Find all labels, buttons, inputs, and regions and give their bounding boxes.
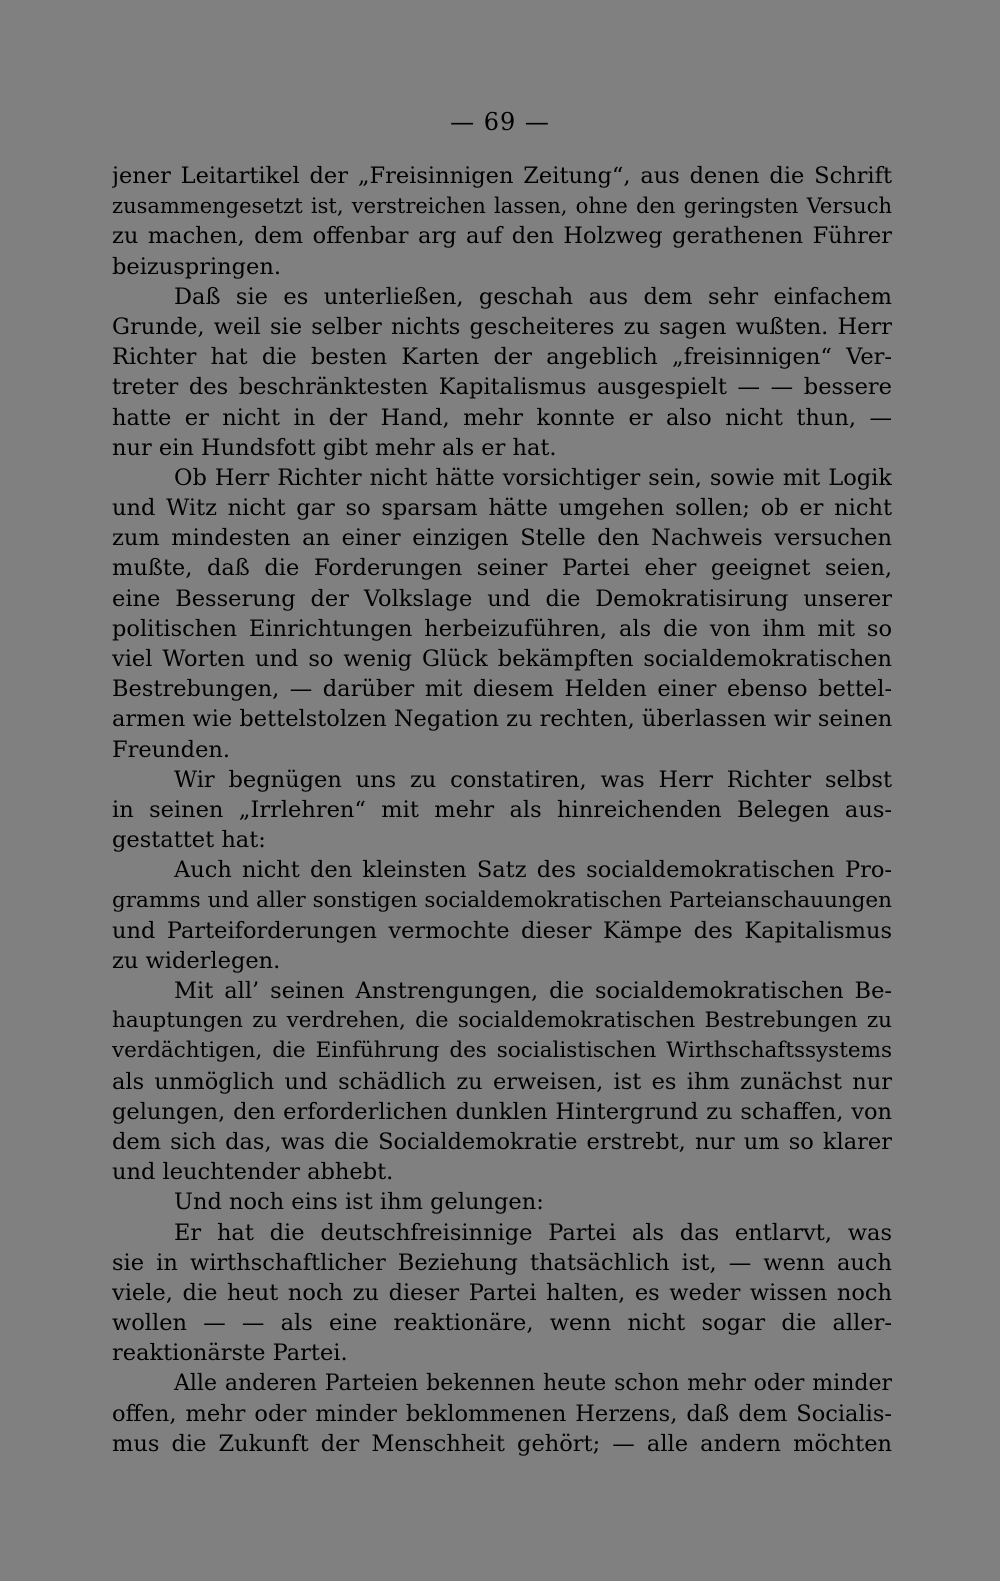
text-line: viele, die heut noch zu dieser Partei halten, es weder wissen noch bbox=[112, 1279, 892, 1306]
text-line: mußte, daß die Forderungen seiner Partei eher geeignet seien, bbox=[112, 555, 892, 582]
text-line: offen, mehr oder minder beklommenen Herzens, daß dem Socialis- bbox=[112, 1400, 892, 1427]
body-text bbox=[112, 161, 892, 1459]
text-line: beizuspringen. bbox=[112, 253, 282, 280]
text-line: politischen Einrichtungen herbeizuführen, als die von ihm mit so bbox=[112, 615, 892, 642]
text-line: Richter hat die besten Karten der angeblich „freisinnigen“ Ver- bbox=[112, 344, 892, 371]
text-line: Grunde, weil sie selber nichts gescheiteres zu sagen wußten. Herr bbox=[112, 313, 892, 340]
text-line: viel Worten und so wenig Glück bekämpften socialdemokratischen bbox=[112, 646, 892, 672]
text-line: nur ein Hundsfott gibt mehr als er hat. bbox=[112, 434, 557, 461]
text-line: Freunden. bbox=[112, 736, 231, 763]
text-line: gramms und aller sonstigen socialdemokratischen Parteianschauungen bbox=[112, 887, 892, 913]
text-line: reaktionärste Partei. bbox=[112, 1340, 348, 1367]
text-line: sie in wirthschaftlicher Beziehung thatsächlich ist, — wenn auch bbox=[112, 1249, 892, 1276]
text-line: gestattet hat: bbox=[112, 827, 266, 854]
text-line: Wir begnügen uns zu constatiren, was Herr Richter selbst bbox=[174, 766, 892, 793]
text-line: hauptungen zu verdrehen, die socialdemokratischen Bestrebungen zu bbox=[112, 1008, 892, 1034]
text-line: gelungen, den erforderlichen dunklen Hintergrund zu schaffen, von bbox=[112, 1098, 892, 1125]
text-line: zu widerlegen. bbox=[112, 947, 281, 974]
text-line: dem sich das, was die Socialdemokratie erstrebt, nur um so klarer bbox=[112, 1129, 892, 1155]
text-line: treter des beschränktesten Kapitalismus ausgespielt — — bessere bbox=[112, 374, 892, 401]
text-line: Daß sie es unterließen, geschah aus dem sehr einfachem bbox=[174, 283, 892, 310]
text-line: zum mindesten an einer einzigen Stelle den Nachweis versuchen bbox=[112, 525, 892, 552]
text-line: wollen — — als eine reaktionäre, wenn nicht sogar die aller- bbox=[112, 1310, 892, 1337]
text-line: jener Leitartikel der „Freisinnigen Zeitung“, aus denen die Schrift bbox=[112, 163, 892, 189]
text-line: armen wie bettelstolzen Negation zu rechten, überlassen wir seinen bbox=[112, 706, 892, 733]
text-line: in seinen „Irrlehren“ mit mehr als hinreichenden Belegen aus- bbox=[112, 796, 892, 823]
page-number: — 69 — bbox=[450, 108, 550, 136]
text-line: und leuchtender abhebt. bbox=[112, 1159, 394, 1186]
text-line: Und noch eins ist ihm gelungen: bbox=[174, 1189, 544, 1216]
text-line: Bestrebungen, — darüber mit diesem Helden einer ebenso bettel- bbox=[112, 676, 892, 703]
text-line: Auch nicht den kleinsten Satz des socialdemokratischen Pro- bbox=[174, 857, 892, 884]
text-line: Mit all’ seinen Anstrengungen, die socialdemokratischen Be- bbox=[174, 978, 892, 1005]
text-line: Alle anderen Parteien bekennen heute schon mehr oder minder bbox=[174, 1370, 892, 1396]
text-line: Er hat die deutschfreisinnige Partei als das entlarvt, was bbox=[174, 1219, 892, 1246]
text-line: als unmöglich und schädlich zu erweisen, ist es ihm zunächst nur bbox=[112, 1068, 892, 1095]
text-line: verdächtigen, die Einführung des socialistischen Wirthschaftssystems bbox=[112, 1038, 892, 1064]
text-line: mus die Zukunft der Menschheit gehört; — alle andern möchten bbox=[112, 1430, 892, 1457]
text-line: hatte er nicht in der Hand, mehr konnte er also nicht thun, — bbox=[112, 404, 892, 431]
text-line: zu machen, dem offenbar arg auf den Holzweg gerathenen Führer bbox=[112, 223, 892, 250]
text-line: und Parteiforderungen vermochte dieser Kämpe des Kapitalismus bbox=[112, 917, 892, 944]
text-line: zusammengesetzt ist, verstreichen lassen, ohne den geringsten Versuch bbox=[112, 194, 892, 219]
text-line: eine Besserung der Volkslage und die Demokratisirung unserer bbox=[112, 585, 892, 612]
text-line: und Witz nicht gar so sparsam hätte umgehen sollen; ob er nicht bbox=[112, 495, 892, 522]
text-line: Ob Herr Richter nicht hätte vorsichtiger sein, sowie mit Logik bbox=[174, 464, 892, 491]
